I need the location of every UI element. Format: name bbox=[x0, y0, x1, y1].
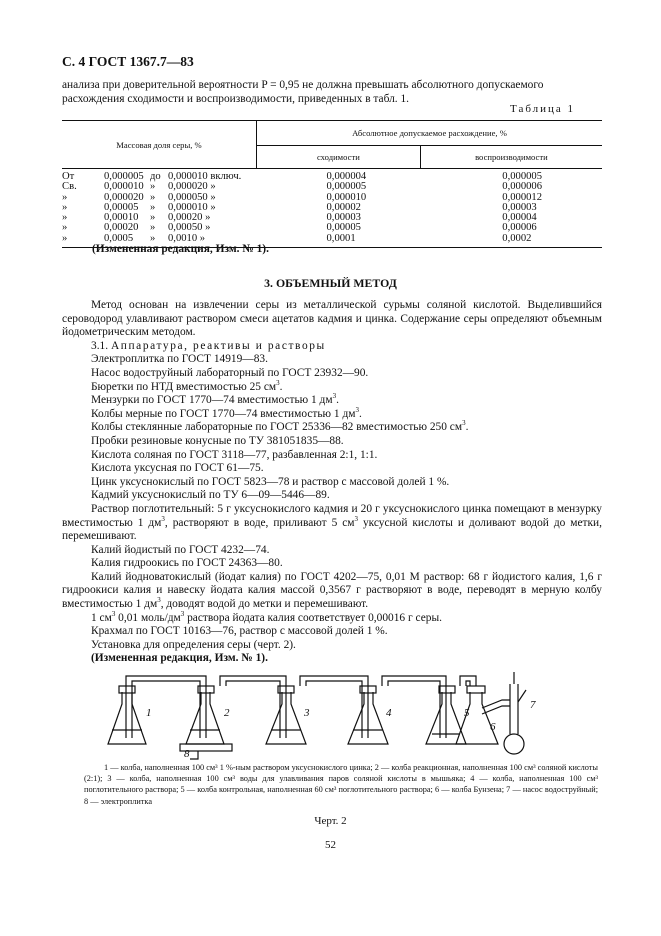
repeatability-cell: 0,000010 bbox=[326, 191, 367, 203]
range-cell: » 0,00010 » 0,00020 » bbox=[62, 212, 211, 224]
reproducibility-cell: 0,00003 bbox=[502, 201, 537, 213]
water-pump bbox=[510, 684, 518, 734]
label-1: 1 bbox=[146, 707, 152, 719]
table-caption: Таблица 1 bbox=[510, 103, 576, 115]
pump-bulb bbox=[504, 734, 524, 754]
tube-2-3-inner bbox=[226, 681, 280, 686]
tube-4-5-inner bbox=[388, 681, 440, 686]
repeatability-cell: 0,000004 bbox=[326, 171, 367, 182]
col-header-reproducibility: воспроизводимости bbox=[420, 146, 602, 169]
side-arm bbox=[482, 700, 510, 714]
tube-1-2-inner bbox=[132, 681, 200, 686]
reproducibility-cell: 0,00006 bbox=[502, 222, 537, 234]
para: Кислота соляная по ГОСТ 3118—77, разбавленная 2:1, 1:1. bbox=[91, 448, 378, 461]
tube-3-4-inner bbox=[306, 681, 362, 686]
figure-title: Черт. 2 bbox=[314, 815, 347, 827]
para: Калий йодноватокислый (йодат калия) по ГОСТ 4202—75, 0,01 М раствор: 68 г йодистого калия, 1,6 г гидроокиси калия и навеску йодата калия массой 0,3567 г растворяют в воде, переводят в мерную колбу вместимостью 1 $дм^3$, доводят водой до метки и перемешивают. bbox=[62, 570, 602, 611]
col-header-group: Абсолютное допускаемое расхождение, % bbox=[257, 121, 603, 146]
repeatability-cell: 0,0001 bbox=[326, 232, 356, 244]
apparatus-diagram bbox=[106, 664, 556, 760]
tube-5-6-inner bbox=[466, 681, 470, 686]
para: Пробки резиновые конусные по ТУ 381051835—88. bbox=[91, 434, 344, 447]
range-cell: Св. 0,000010 » 0,000020 » bbox=[62, 181, 216, 193]
label-6: 6 bbox=[490, 721, 496, 733]
label-7: 7 bbox=[530, 699, 536, 711]
section-title: 3. ОБЪЕМНЫЙ МЕТОД bbox=[264, 276, 397, 290]
range-cell: » 0,00020 » 0,00050 » bbox=[62, 222, 211, 234]
label-3: 3 bbox=[304, 707, 310, 719]
label-5: 5 bbox=[464, 707, 470, 719]
label-4: 4 bbox=[386, 707, 392, 719]
page-number: 52 bbox=[325, 839, 336, 851]
range-cell: » 0,0005 » 0,0010 » bbox=[62, 232, 206, 244]
repeatability-cell: 0,000005 bbox=[326, 181, 367, 193]
para: 1 $см^3$ 0,01 моль/$дм^3$ раствора йодата калия соответствует 0,00016 г серы. bbox=[91, 609, 442, 624]
para: Кислота уксусная по ГОСТ 61—75. bbox=[91, 462, 264, 475]
flask-6 bbox=[456, 692, 498, 744]
reproducibility-cell: 0,00004 bbox=[502, 212, 537, 224]
para: Бюретки по НТД вместимостью 25 $см^3$. bbox=[91, 378, 283, 393]
para: Колбы стеклянные лабораторные по ГОСТ 25336—82 вместимостью 250 $см^3$. bbox=[91, 419, 469, 434]
reproducibility-cell: 0,000005 bbox=[502, 171, 543, 182]
intro-paragraph: анализа при доверительной вероятности P = 0,95 не должна превышать абсолютного допускаемого расхождения сходимости и воспроизводимости, приведенных в табл. 1. bbox=[62, 79, 544, 105]
para: Калий йодистый по ГОСТ 4232—74. bbox=[91, 543, 270, 556]
para: Кадмий уксуснокислый по ТУ 6—09—5446—89. bbox=[91, 489, 330, 502]
reproducibility-cell: 0,000006 bbox=[502, 181, 543, 193]
change-note: (Измененная редакция, Изм. № 1). bbox=[92, 243, 269, 255]
tolerance-table bbox=[62, 120, 602, 248]
para: Крахмал по ГОСТ 10163—76, раствор с массовой долей 1 %. bbox=[91, 625, 388, 638]
stopper-6 bbox=[467, 686, 485, 693]
para: 3.1. Аппаратура, реактивы и растворы bbox=[91, 339, 326, 352]
col-header-repeatability: сходимости bbox=[257, 146, 421, 169]
para: Электроплитка по ГОСТ 14919—83. bbox=[91, 353, 268, 366]
para: Калия гидроокись по ГОСТ 24363—80. bbox=[91, 557, 283, 570]
flask-1 bbox=[108, 692, 146, 744]
repeatability-cell: 0,00002 bbox=[326, 201, 361, 213]
repeatability-cell: 0,00003 bbox=[326, 212, 361, 224]
flask-2 bbox=[186, 692, 224, 744]
para: Раствор поглотительный: 5 г уксуснокислого кадмия и 20 г уксуснокислого цинка помещают в мензурку вместимостью 1 $дм^3$, растворяют в воде, приливают 5 $см^3$ уксусной кислоты и доливают водой до метки, перемешивают. bbox=[62, 502, 602, 543]
label-2: 2 bbox=[224, 707, 230, 719]
para: Колбы мерные по ГОСТ 1770—74 вместимостью 1 $дм^3$. bbox=[91, 405, 362, 420]
reproducibility-cell: 0,0002 bbox=[502, 232, 532, 244]
page-header: С. 4 ГОСТ 1367.7—83 bbox=[62, 54, 194, 69]
para: (Измененная редакция, Изм. № 1). bbox=[91, 652, 268, 665]
label-8: 8 bbox=[184, 748, 190, 760]
para: Мензурки по ГОСТ 1770—74 вместимостью 1 $дм^3$. bbox=[91, 392, 339, 407]
figure-caption: 1 — колба, наполненная 100 см³ 1 %-ным раствором уксуснокислого цинка; 2 — колба реакционная, наполненная 100 см³ соляной кислоты (2:1); 3 — колба, наполненная 100 см³ воды для улавливания паров соляной кислоты в мышьяка; 4 — колба, наполненная 100 см³ поглотительного раствора; 5 — колба контрольная, наполненная 60 см³ поглотительного раствора; 6 — колба Бунзена; 7 — насос водоструйный; 8 — электроплитка bbox=[84, 763, 598, 806]
table-row bbox=[62, 169, 602, 183]
para: Цинк уксуснокислый по ГОСТ 5823—78 и раствор с массовой долей 1 %. bbox=[91, 475, 450, 488]
range-cell: От 0,000005 до 0,000010 включ. bbox=[62, 171, 242, 182]
range-cell: » 0,00005 » 0,000010 » bbox=[62, 201, 216, 213]
range-cell: » 0,000020 » 0,000050 » bbox=[62, 191, 216, 203]
para: Установка для определения серы (черт. 2). bbox=[91, 638, 296, 651]
reproducibility-cell: 0,000012 bbox=[502, 191, 543, 203]
stopper-1 bbox=[119, 686, 135, 693]
repeatability-cell: 0,00005 bbox=[326, 222, 361, 234]
para: Насос водоструйный лабораторный по ГОСТ 23932—90. bbox=[91, 366, 369, 379]
para: Метод основан на извлечении серы из металлической сурьмы соляной кислотой. Выделившийся сероводород улавливают раствором смеси ацетатов кадмия и цинка. Содержание серы определяют объемным йодометрическим методом. bbox=[62, 299, 602, 339]
col-header-sulfur: Массовая доля серы, % bbox=[62, 121, 257, 169]
stopper-5 bbox=[439, 686, 455, 693]
body-text bbox=[62, 299, 602, 666]
